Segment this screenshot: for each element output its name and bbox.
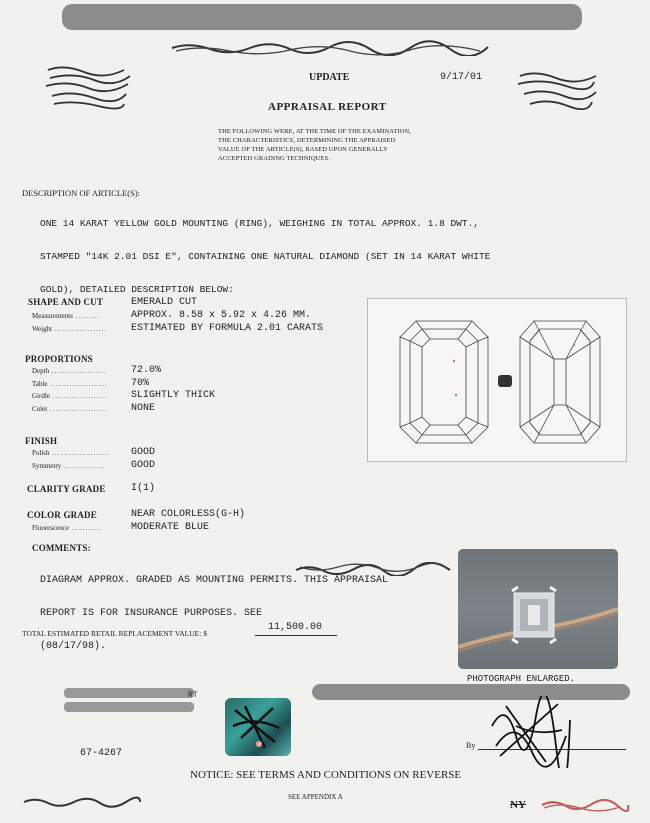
comment-line: REPORT IS FOR INSURANCE PURPOSES. SEE [40,608,263,619]
measurements-label [32,312,100,320]
ring-photo-image [458,549,618,669]
color-value: NEAR COLORLESS(G-H) [131,509,246,520]
weight-label-text: Weight [32,325,53,333]
leader-dots: ............... [61,462,106,470]
leader-dots: ..................... [47,380,108,388]
leader-dots: ..................... [47,405,108,413]
redacted-header-company [62,4,582,30]
comment-line: (08/17/98). [40,641,107,652]
redacted-right-block [516,70,598,110]
photo-caption: PHOTOGRAPH ENLARGED. [467,674,576,684]
description-text [40,196,490,306]
redacted-footer-right [312,684,630,700]
culet-value: NONE [131,403,156,414]
description-line: STAMPED "14K 2.01 DSI E", CONTAINING ONE NATURAL DIAMOND (SET IN 14 KARAT WHITE [40,251,491,262]
clarity-value: I(1) [131,483,156,494]
finish-label: FINISH [25,436,58,446]
redacted-footer-left-1 [64,688,194,698]
preamble [218,127,411,163]
leader-dots: ................... [52,325,108,333]
by-label: By [466,741,476,750]
shape-label: SHAPE AND CUT [28,297,104,307]
depth-value: 72.0% [131,365,162,376]
fluorescence-label-text: Fluorescence [32,524,69,532]
weight-value: ESTIMATED BY FORMULA 2.01 CARATS [131,323,324,334]
diamond-diagram [368,299,626,461]
table-value: 70% [131,378,150,389]
page-title: APPRAISAL REPORT [268,101,387,113]
polish-label-text: Polish [32,449,50,457]
depth-label [32,367,107,375]
comment-line: DIAGRAM APPROX. GRADED AS MOUNTING PERMITS. THIS APPRAISAL [40,575,389,586]
culet-label [32,405,108,413]
diamond-diagram-box [367,298,627,462]
comments-label: COMMENTS: [32,543,91,553]
fluorescence-value: MODERATE BLUE [131,522,210,533]
weight-label [32,325,107,333]
inclusion-mark [498,375,512,387]
redacted-footer-left-2 [64,702,194,712]
appendix-note: SEE APPENDIX A [288,793,343,801]
polish-label [32,449,110,457]
hologram-scribble [225,698,291,756]
value-underline [255,635,337,636]
fluorescence-label [32,524,102,532]
reference-number: 67-4267 [80,748,123,759]
proportions-label: PROPORTIONS [25,354,93,364]
measurements-value: APPROX. 8.58 x 5.92 x 4.26 MM. [131,310,312,321]
notice: NOTICE: SEE TERMS AND CONDITIONS ON REVERSE [190,769,462,781]
redacted-license-number [540,798,630,812]
preamble-line: THE FOLLOWING WERE, AT THE TIME OF THE EXAMINATION, [218,128,411,135]
clarity-label: CLARITY GRADE [27,484,106,494]
redacted-footer-bottom-left [22,796,142,808]
depth-label-text: Depth [32,367,50,375]
polish-value: GOOD [131,447,156,458]
redacted-header-address [170,40,490,56]
crown-view-diagram [400,321,488,443]
update-label: UPDATE [309,72,350,83]
footer-fragment: RT [188,691,198,700]
leader-dots: ......... [72,312,101,320]
symmetry-label [32,462,105,470]
leader-dots: ........... [68,524,102,532]
symmetry-label-text: Symmetry [32,462,62,470]
girdle-label-text: Girdle [32,392,50,400]
preamble-line: THE CHARACTERISTICS, DETERMINING THE APPRAISED [218,137,396,144]
table-label-text: Table [32,380,48,388]
signature [486,696,576,768]
state-code [510,799,526,811]
color-label: COLOR GRADE [27,510,97,520]
red-inclusion-marks [453,344,575,396]
value-label: TOTAL ESTIMATED RETAIL REPLACEMENT VALUE: $ [22,629,207,638]
report-date: 9/17/01 [440,72,483,83]
preamble-line: ACCEPTED GRADING TECHNIQUES. [218,155,330,162]
description-line: ONE 14 KARAT YELLOW GOLD MOUNTING (RING), WEIGHING IN TOTAL APPROX. 1.8 DWT., [40,218,479,229]
preamble-line: VALUE OF THE ARTICLE(S), BASED UPON GENERALLY [218,146,388,153]
description-label: DESCRIPTION OF ARTICLE(S): [22,188,141,198]
ring-photo [458,549,618,669]
culet-label-text: Culet [32,405,48,413]
redacted-comment-reference [294,562,452,576]
state-code-text: NY [510,799,526,811]
pavilion-view-diagram [520,321,600,443]
leader-dots: ..................... [49,449,111,457]
leader-dots: .................... [49,367,107,375]
girdle-value: SLIGHTLY THICK [131,390,216,401]
shape-value: EMERALD CUT [131,297,198,308]
description-line: GOLD), DETAILED DESCRIPTION BELOW: [40,284,234,295]
leader-dots: .................... [49,392,108,400]
redacted-left-block [44,64,134,110]
table-label [32,380,108,388]
measurements-label-text: Measurements [32,312,73,320]
hologram-seal [225,698,291,756]
value-amount: 11,500.00 [268,622,323,633]
symmetry-value: GOOD [131,460,156,471]
girdle-label [32,392,108,400]
